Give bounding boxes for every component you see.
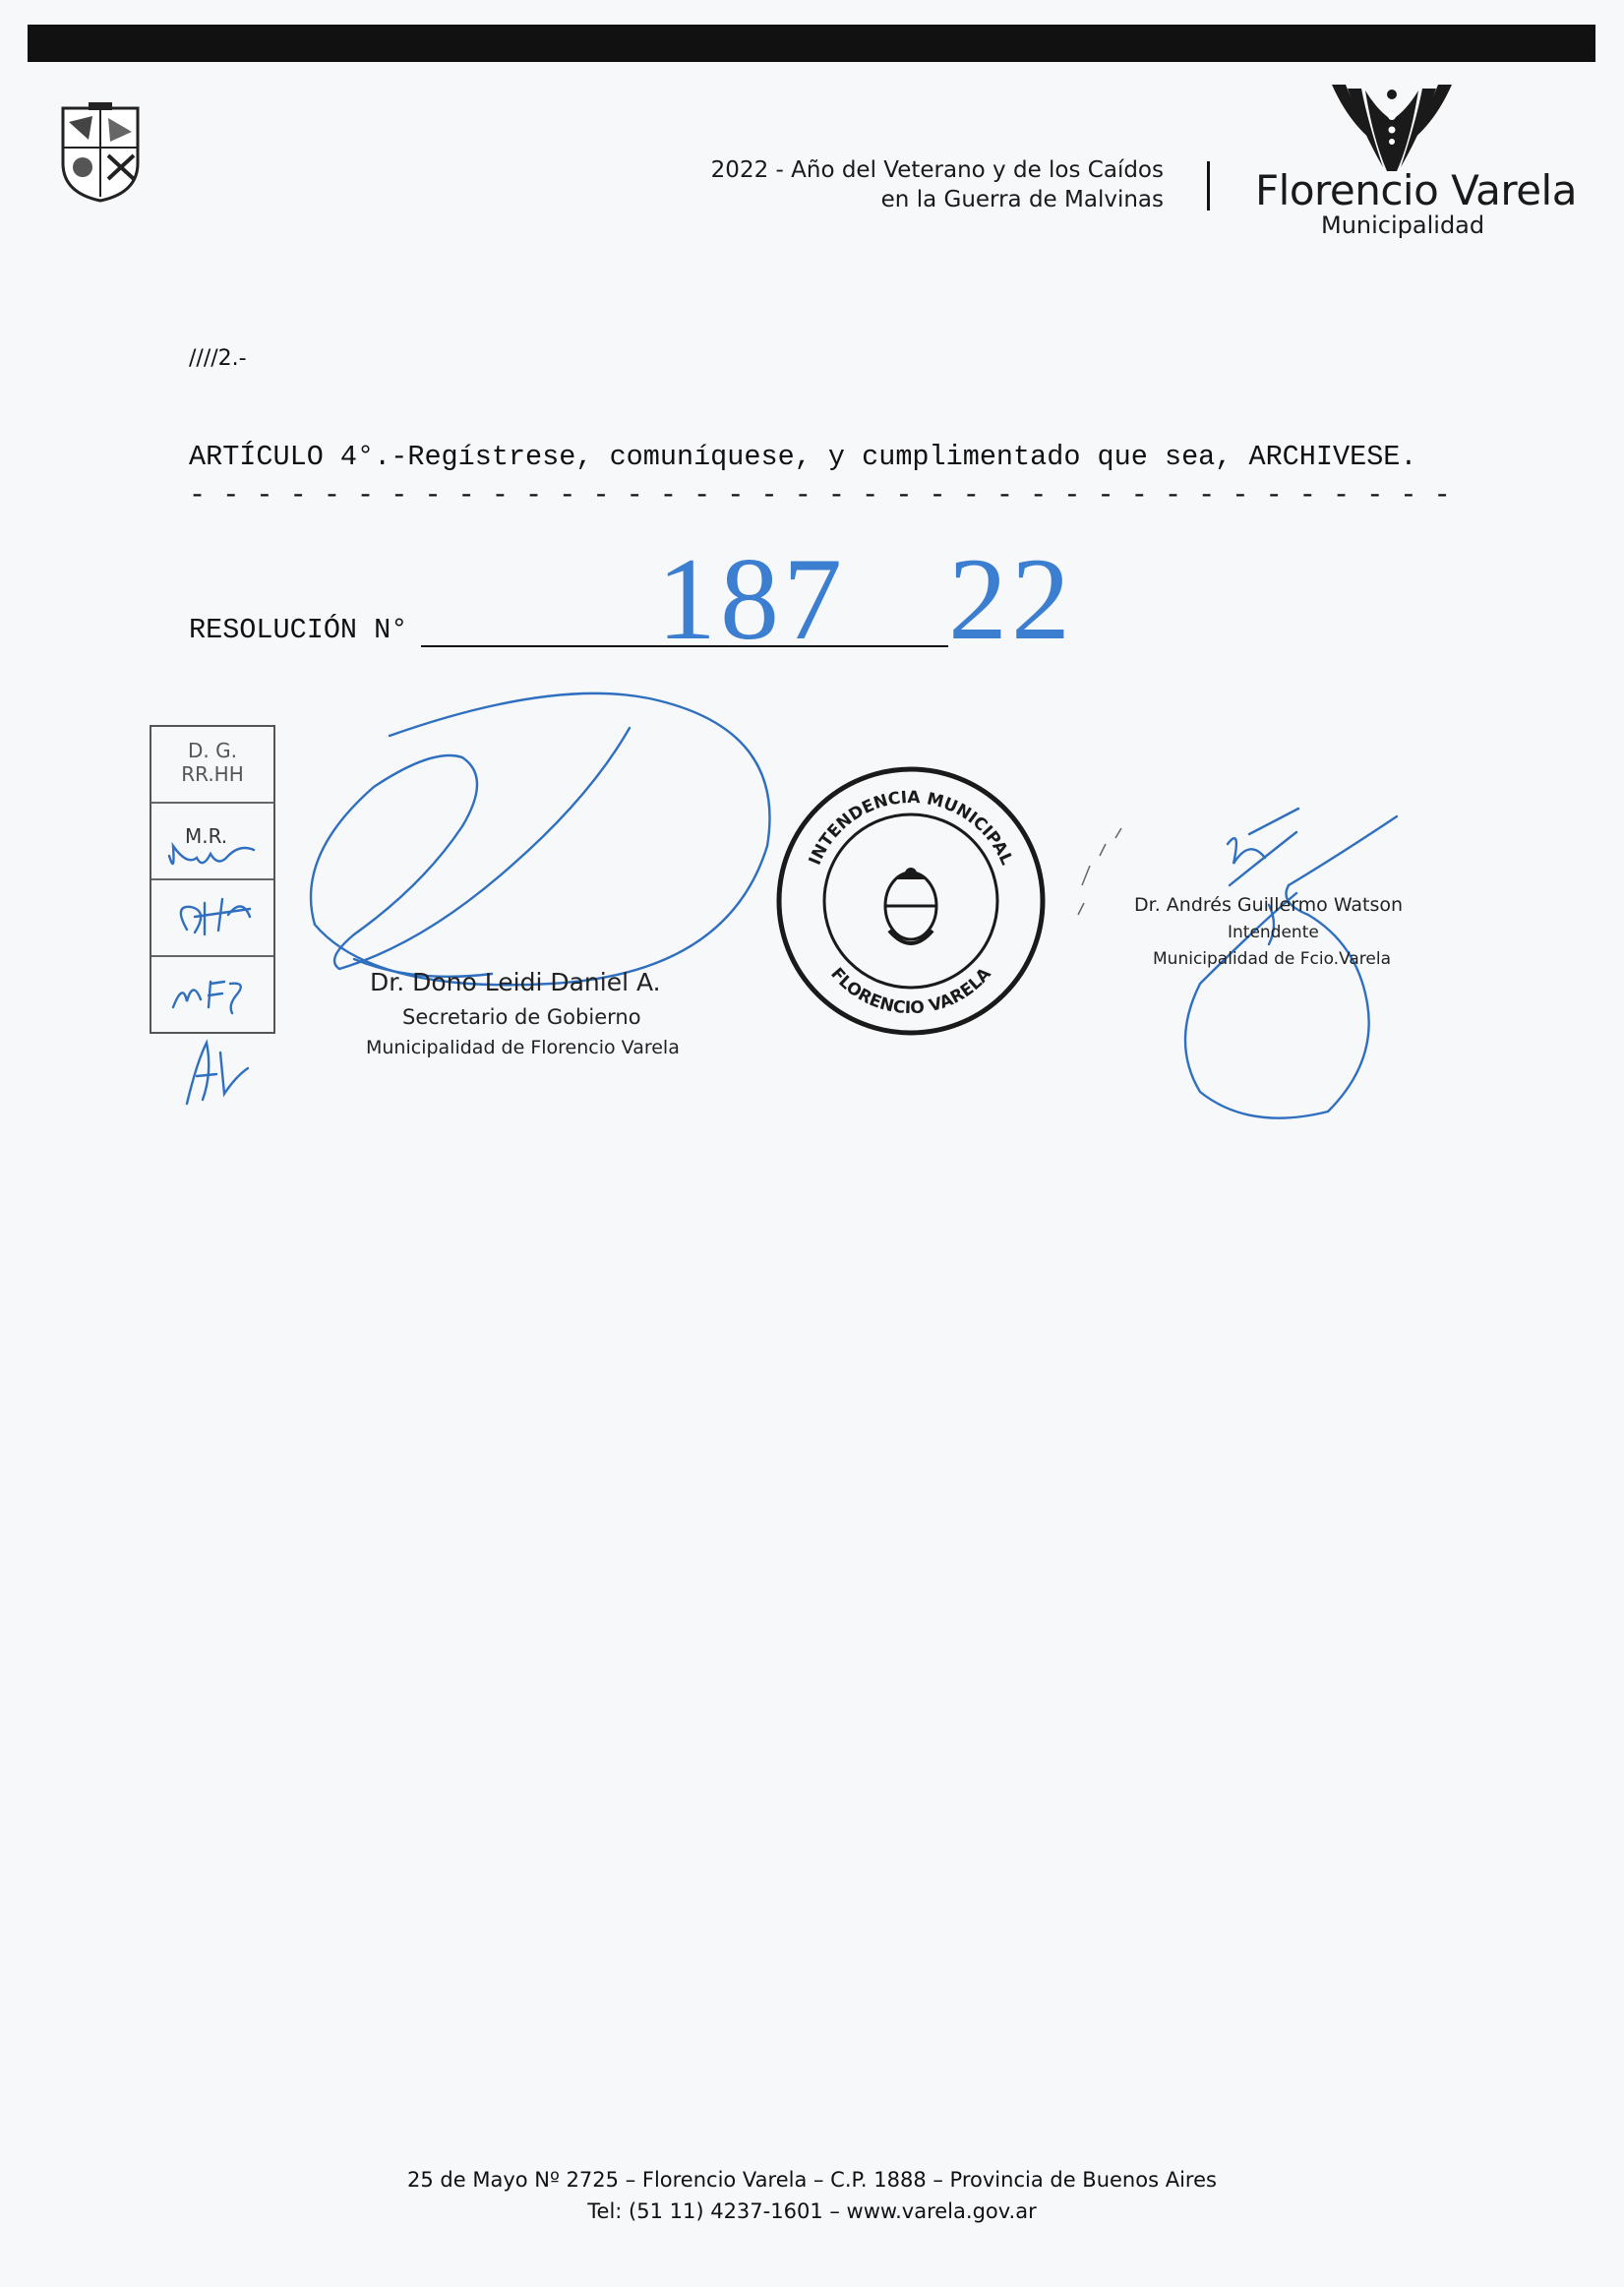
resolution-label: RESOLUCIÓN N°	[189, 614, 408, 646]
signatory-right-name: Dr. Andrés Guillermo Watson	[1134, 894, 1404, 916]
stamp-top-text: INTENDENCIA MUNICIPAL	[805, 787, 1017, 869]
coat-of-arms-icon	[885, 868, 936, 943]
article-4-text: ARTÍCULO 4°.-Regístrese, comuníquese, y cumplimentado que sea, ARCHIVESE.	[189, 441, 1417, 473]
brand-subtitle: Municipalidad	[1321, 211, 1485, 239]
signatory-left-org: Municipalidad de Florencio Varela	[366, 1037, 680, 1058]
initials-cell-4	[151, 957, 273, 1032]
signatory-left-role: Secretario de Gobierno	[402, 1005, 641, 1029]
svg-text:FLORENCIO VARELA	[826, 964, 995, 1019]
rrhh-label: D. G. RR.HH	[181, 739, 244, 786]
footer-contact: Tel: (51 11) 4237-1601 – www.varela.gov.ar	[587, 2199, 1037, 2223]
initials-box	[150, 725, 275, 1034]
signatory-right-role: Intendente	[1228, 923, 1319, 942]
stamp-bottom-text: FLORENCIO VARELA	[826, 964, 995, 1019]
municipal-seal-stamp	[773, 763, 1049, 1039]
brand-name: Florencio Varela	[1255, 166, 1577, 214]
footer-address: 25 de Mayo Nº 2725 – Florencio Varela – C.P. 1888 – Provincia de Buenos Aires	[407, 2168, 1217, 2192]
signatory-right-org: Municipalidad de Fcio.Varela	[1153, 949, 1392, 969]
florencio-varela-logo-icon	[1328, 81, 1456, 173]
page-reference: ////2.-	[189, 346, 247, 371]
motto-line-2: en la Guerra de Malvinas	[880, 187, 1164, 212]
mr-label: M.R.	[185, 824, 228, 848]
signatory-left-name: Dr. Dono Leidi Daniel A.	[370, 968, 661, 996]
initials-cell-rrhh	[151, 727, 273, 804]
municipal-crest-icon	[59, 102, 142, 205]
top-black-bar	[28, 25, 1595, 62]
resolution-year-stamp: 22	[948, 533, 1074, 664]
resolution-number-stamp: 187	[657, 533, 846, 664]
header-divider	[1207, 161, 1210, 211]
year-motto	[711, 155, 1164, 214]
dash-separator: - - - - - - - - - - - - - - - - - - - - - - - - - - - - - - - - - - - - - -	[189, 479, 1451, 512]
initials-cell-3	[151, 880, 273, 957]
motto-line-1: 2022 - Año del Veterano y de los Caídos	[710, 157, 1164, 183]
